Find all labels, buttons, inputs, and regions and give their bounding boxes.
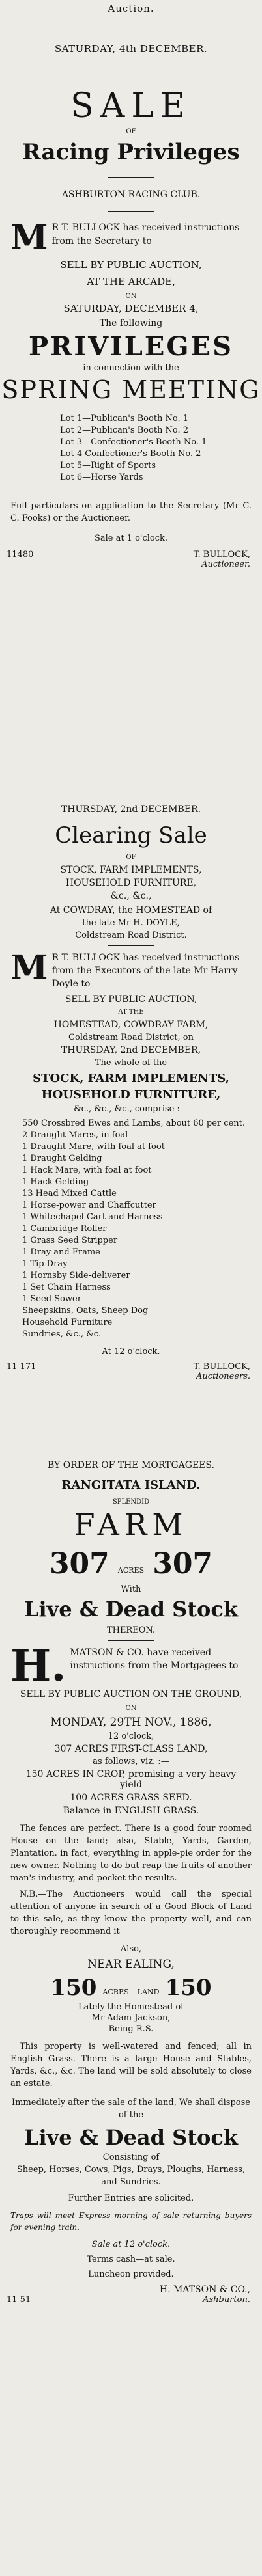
- list-item: 1 Hornsby Side-deliverer: [22, 1271, 130, 1281]
- auctioneer-name: H. MATSON & CO., Ashburton.: [159, 2285, 250, 2305]
- signature-block: [0, 550, 262, 569]
- heading-of: OF: [126, 128, 136, 135]
- lately-line: Being R.S.: [108, 2024, 154, 2034]
- at-line: AT THE: [118, 1009, 144, 1016]
- list-item: 1 Cambridge Roller: [22, 1224, 107, 1234]
- island-name: RANGITATA ISLAND.: [61, 1478, 201, 1492]
- sale-date: THURSDAY, 2nd DECEMBER.: [61, 804, 201, 815]
- lot-item: Lot 3—Confectioner's Booth No. 1: [60, 437, 207, 447]
- day-line: THURSDAY, 2nd DECEMBER,: [61, 1045, 201, 1055]
- heading-live-dead-stock: Live & Dead Stock: [23, 1597, 239, 1621]
- acreage-banner: [0, 1547, 262, 1580]
- list-item: 1 Hack Mare, with foal at foot: [22, 1165, 152, 1175]
- connection-line: in connection with the: [83, 363, 179, 373]
- list-item: 1 Dray and Frame: [22, 1247, 100, 1257]
- acres-label: ACRES: [102, 1988, 129, 1996]
- drop-cap: M: [10, 948, 48, 988]
- crop-line: 150 ACRES IN CROP, promising a very heavy yield: [25, 1769, 237, 1790]
- heading-privileges: PRIVILEGES: [29, 331, 233, 362]
- heading-furniture: HOUSEHOLD FURNITURE,: [41, 1088, 221, 1102]
- intro-paragraph: [0, 1640, 262, 1691]
- list-item: 1 Hack Gelding: [22, 1177, 89, 1187]
- heading-racing-privileges: Racing Privileges: [22, 139, 240, 165]
- ealing-acreage-banner: [0, 1975, 262, 2001]
- acreage-number: 307: [153, 1547, 213, 1580]
- column-header: [0, 3, 262, 14]
- lot-item: Lot 1—Publican's Booth No. 1: [60, 414, 189, 424]
- sell-line: SELL BY PUBLIC AUCTION ON THE GROUND,: [20, 1689, 242, 1700]
- drop-cap: H.: [10, 1640, 66, 1691]
- place-line: HOMESTEAD, COWDRAY FARM,: [53, 1020, 209, 1030]
- notice-racing-privileges: [0, 43, 262, 569]
- divider: [108, 211, 154, 212]
- day-line: SATURDAY, DECEMBER 4,: [63, 303, 199, 314]
- list-item: 550 Crossbred Ewes and Lambs, about 60 per cent.: [22, 1119, 245, 1128]
- lot-item: Lot 2—Publican's Booth No. 2: [60, 426, 189, 435]
- lunch-line: Luncheon provided.: [88, 2270, 174, 2279]
- list-item: 1 Seed Sower: [22, 1294, 81, 1304]
- intro-text: MATSON & CO. have received instructions from the Mortgagees to: [70, 1647, 239, 1671]
- item-list: [0, 1118, 262, 1340]
- heading-sale: SALE: [70, 87, 192, 126]
- drop-cap: M: [10, 218, 48, 258]
- intro-paragraph: [0, 948, 262, 990]
- with-line: With: [121, 1584, 141, 1594]
- acreage-number: 150: [50, 1975, 97, 2001]
- heading-clearing-sale: Clearing Sale: [55, 822, 207, 848]
- list-item: Sundries, &c., &c.: [22, 1329, 102, 1339]
- subheading: &c., &c.,: [110, 891, 152, 901]
- notice-clearing-sale: [0, 804, 262, 1381]
- list-item: Household Furniture: [22, 1318, 113, 1327]
- reference-number: 11 51: [7, 2295, 31, 2305]
- heading-of: OF: [126, 854, 136, 861]
- notice-rangitata-farm: [0, 1460, 262, 2305]
- sale-time: At 12 o'clock.: [102, 1347, 160, 1357]
- whole-line: The whole of the: [95, 1058, 167, 1068]
- list-item: 1 Draught Gelding: [22, 1154, 102, 1163]
- sale-time: Sale at 1 o'clock.: [94, 534, 168, 543]
- comprise-line: &c., &c., &c., comprise :—: [74, 1104, 188, 1114]
- place-line: Coldstream Road District, on: [68, 1033, 194, 1042]
- fences-paragraph: The fences are perfect. There is a good four roomed House on the land; also, Stable, Yards, Garden, Plantation. in fact, everything in apple-pie order for the new owner. Nothing to do but reap the fruits of another man's industry, and pocket the results.: [10, 1824, 252, 1883]
- sell-line: SELL BY PUBLIC AUCTION,: [60, 259, 202, 271]
- divider: [108, 1640, 154, 1641]
- following-line: The following: [99, 318, 163, 329]
- list-item: 1 Draught Mare, with foal at foot: [22, 1142, 165, 1152]
- traps-line: Traps will meet Express morning of sale returning buyers for evening train.: [10, 2211, 252, 2232]
- property-paragraph: This property is well-watered and fenced; all in English Grass. There is a large House and Stables, Yards, &c., &c. The land will be sold absolutely to close an estate.: [10, 2042, 252, 2089]
- sell-line: SELL BY PUBLIC AUCTION,: [65, 994, 197, 1005]
- heading-spring-meeting: SPRING MEETING: [1, 375, 261, 404]
- acreage-number: 307: [49, 1547, 109, 1580]
- follows-line: as follows, viz. :—: [93, 1757, 169, 1767]
- list-item: Sheepskins, Oats, Sheep Dog: [22, 1306, 149, 1316]
- intro-text: R T. BULLOCK has received instructions from the Secretary to: [51, 223, 240, 247]
- divider: [108, 945, 154, 946]
- time-line: 12 o'clock,: [108, 1731, 154, 1741]
- lot-item: Lot 6—Horse Yards: [60, 472, 143, 482]
- immediately-line: Immediately after the sale of the land, We shall dispose of the: [11, 2098, 250, 2120]
- consisting-line: Consisting of: [102, 2152, 160, 2162]
- intro-text: R T. BULLOCK has received instructions from the Executors of the late Mr Harry Doyle to: [51, 953, 240, 989]
- lot-list: [0, 413, 262, 483]
- thereon-line: THEREON.: [106, 1625, 156, 1635]
- list-item: 1 Tip Dray: [22, 1259, 68, 1269]
- list-item: 2 Draught Mares, in foal: [22, 1130, 128, 1140]
- lately-line: Lately the Homestead of: [78, 2002, 184, 2012]
- signature-block: [0, 2285, 262, 2305]
- day-line: MONDAY, 29TH NOV., 1886,: [50, 1716, 212, 1729]
- location-line: the late Mr H. DOYLE,: [82, 918, 180, 928]
- list-item: 1 Set Chain Harness: [22, 1282, 111, 1292]
- order-line: BY ORDER OF THE MORTGAGEES.: [48, 1460, 214, 1471]
- acres-label: ACRES: [117, 1566, 145, 1575]
- terms-line: Terms cash—at sale.: [87, 2255, 175, 2264]
- list-item: 1 Grass Seed Stripper: [22, 1236, 118, 1245]
- lately-line: Mr Adam Jackson,: [91, 2013, 171, 2023]
- acres-line: 307 ACRES FIRST-CLASS LAND,: [54, 1744, 208, 1754]
- list-item: 1 Whitechapel Cart and Harness: [22, 1212, 163, 1222]
- crop-line: 100 ACRES GRASS SEED.: [70, 1793, 192, 1803]
- subheading: HOUSEHOLD FURNITURE,: [65, 878, 197, 888]
- acreage-number: 150: [165, 1975, 212, 2001]
- further-entries-line: Further Entries are solicited.: [68, 2193, 194, 2203]
- splendid-line: SPLENDID: [112, 1498, 150, 1506]
- auctioneer-name: T. BULLOCK, Auctioneer.: [193, 550, 250, 569]
- signature-block: [0, 1362, 262, 1381]
- heading-farm: FARM: [74, 1507, 188, 1542]
- sale-date: SATURDAY, 4th DECEMBER.: [54, 43, 208, 55]
- sale-time: Sale at 12 o'clock.: [91, 2240, 171, 2249]
- nb-paragraph: N.B.—The Auctioneers would call the special attention of anyone in search of a Good Block of Land to this sale, as they know the property well, and can thoroughly recommend it: [10, 1890, 252, 1936]
- location-line: Coldstream Road District.: [75, 930, 187, 940]
- heading-stock: STOCK, FARM IMPLEMENTS,: [33, 1072, 229, 1085]
- list-item: 13 Head Mixed Cattle: [22, 1189, 117, 1199]
- consisting-line: Sheep, Horses, Cows, Pigs, Drays, Ploughs, Harness, and Sundries.: [16, 2165, 246, 2187]
- crop-line: Balance in ENGLISH GRASS.: [63, 1806, 199, 1816]
- list-item: 1 Horse-power and Chaffcutter: [22, 1200, 156, 1210]
- subheading: STOCK, FARM IMPLEMENTS,: [60, 865, 202, 875]
- land-label: LAND: [137, 1988, 160, 1996]
- also-line: Also,: [120, 1944, 142, 1954]
- on-line: ON: [125, 1705, 137, 1712]
- heading-live-dead-stock-2: Live & Dead Stock: [23, 2125, 239, 2150]
- lot-item: Lot 5—Right of Sports: [60, 461, 156, 470]
- location-line: At COWDRAY, the HOMESTEAD of: [50, 905, 212, 915]
- auctioneer-name: T. BULLOCK, Auctioneers.: [193, 1362, 250, 1381]
- near-ealing-line: NEAR EALING,: [87, 1958, 175, 1971]
- club-name: ASHBURTON RACING CLUB.: [61, 189, 201, 200]
- lot-item: Lot 4 Confectioner's Booth No. 2: [60, 449, 201, 459]
- particulars-text: Full particulars on application to the Secretary (Mr C. C. Fooks) or the Auctioneer.: [10, 501, 252, 523]
- intro-paragraph: [0, 218, 262, 258]
- place-line: AT THE ARCADE,: [87, 276, 175, 288]
- reference-number: 11480: [7, 550, 34, 560]
- reference-number: 11 171: [7, 1362, 36, 1372]
- divider: [108, 177, 154, 178]
- on-line: ON: [125, 293, 137, 300]
- column-title: Auction.: [108, 3, 154, 14]
